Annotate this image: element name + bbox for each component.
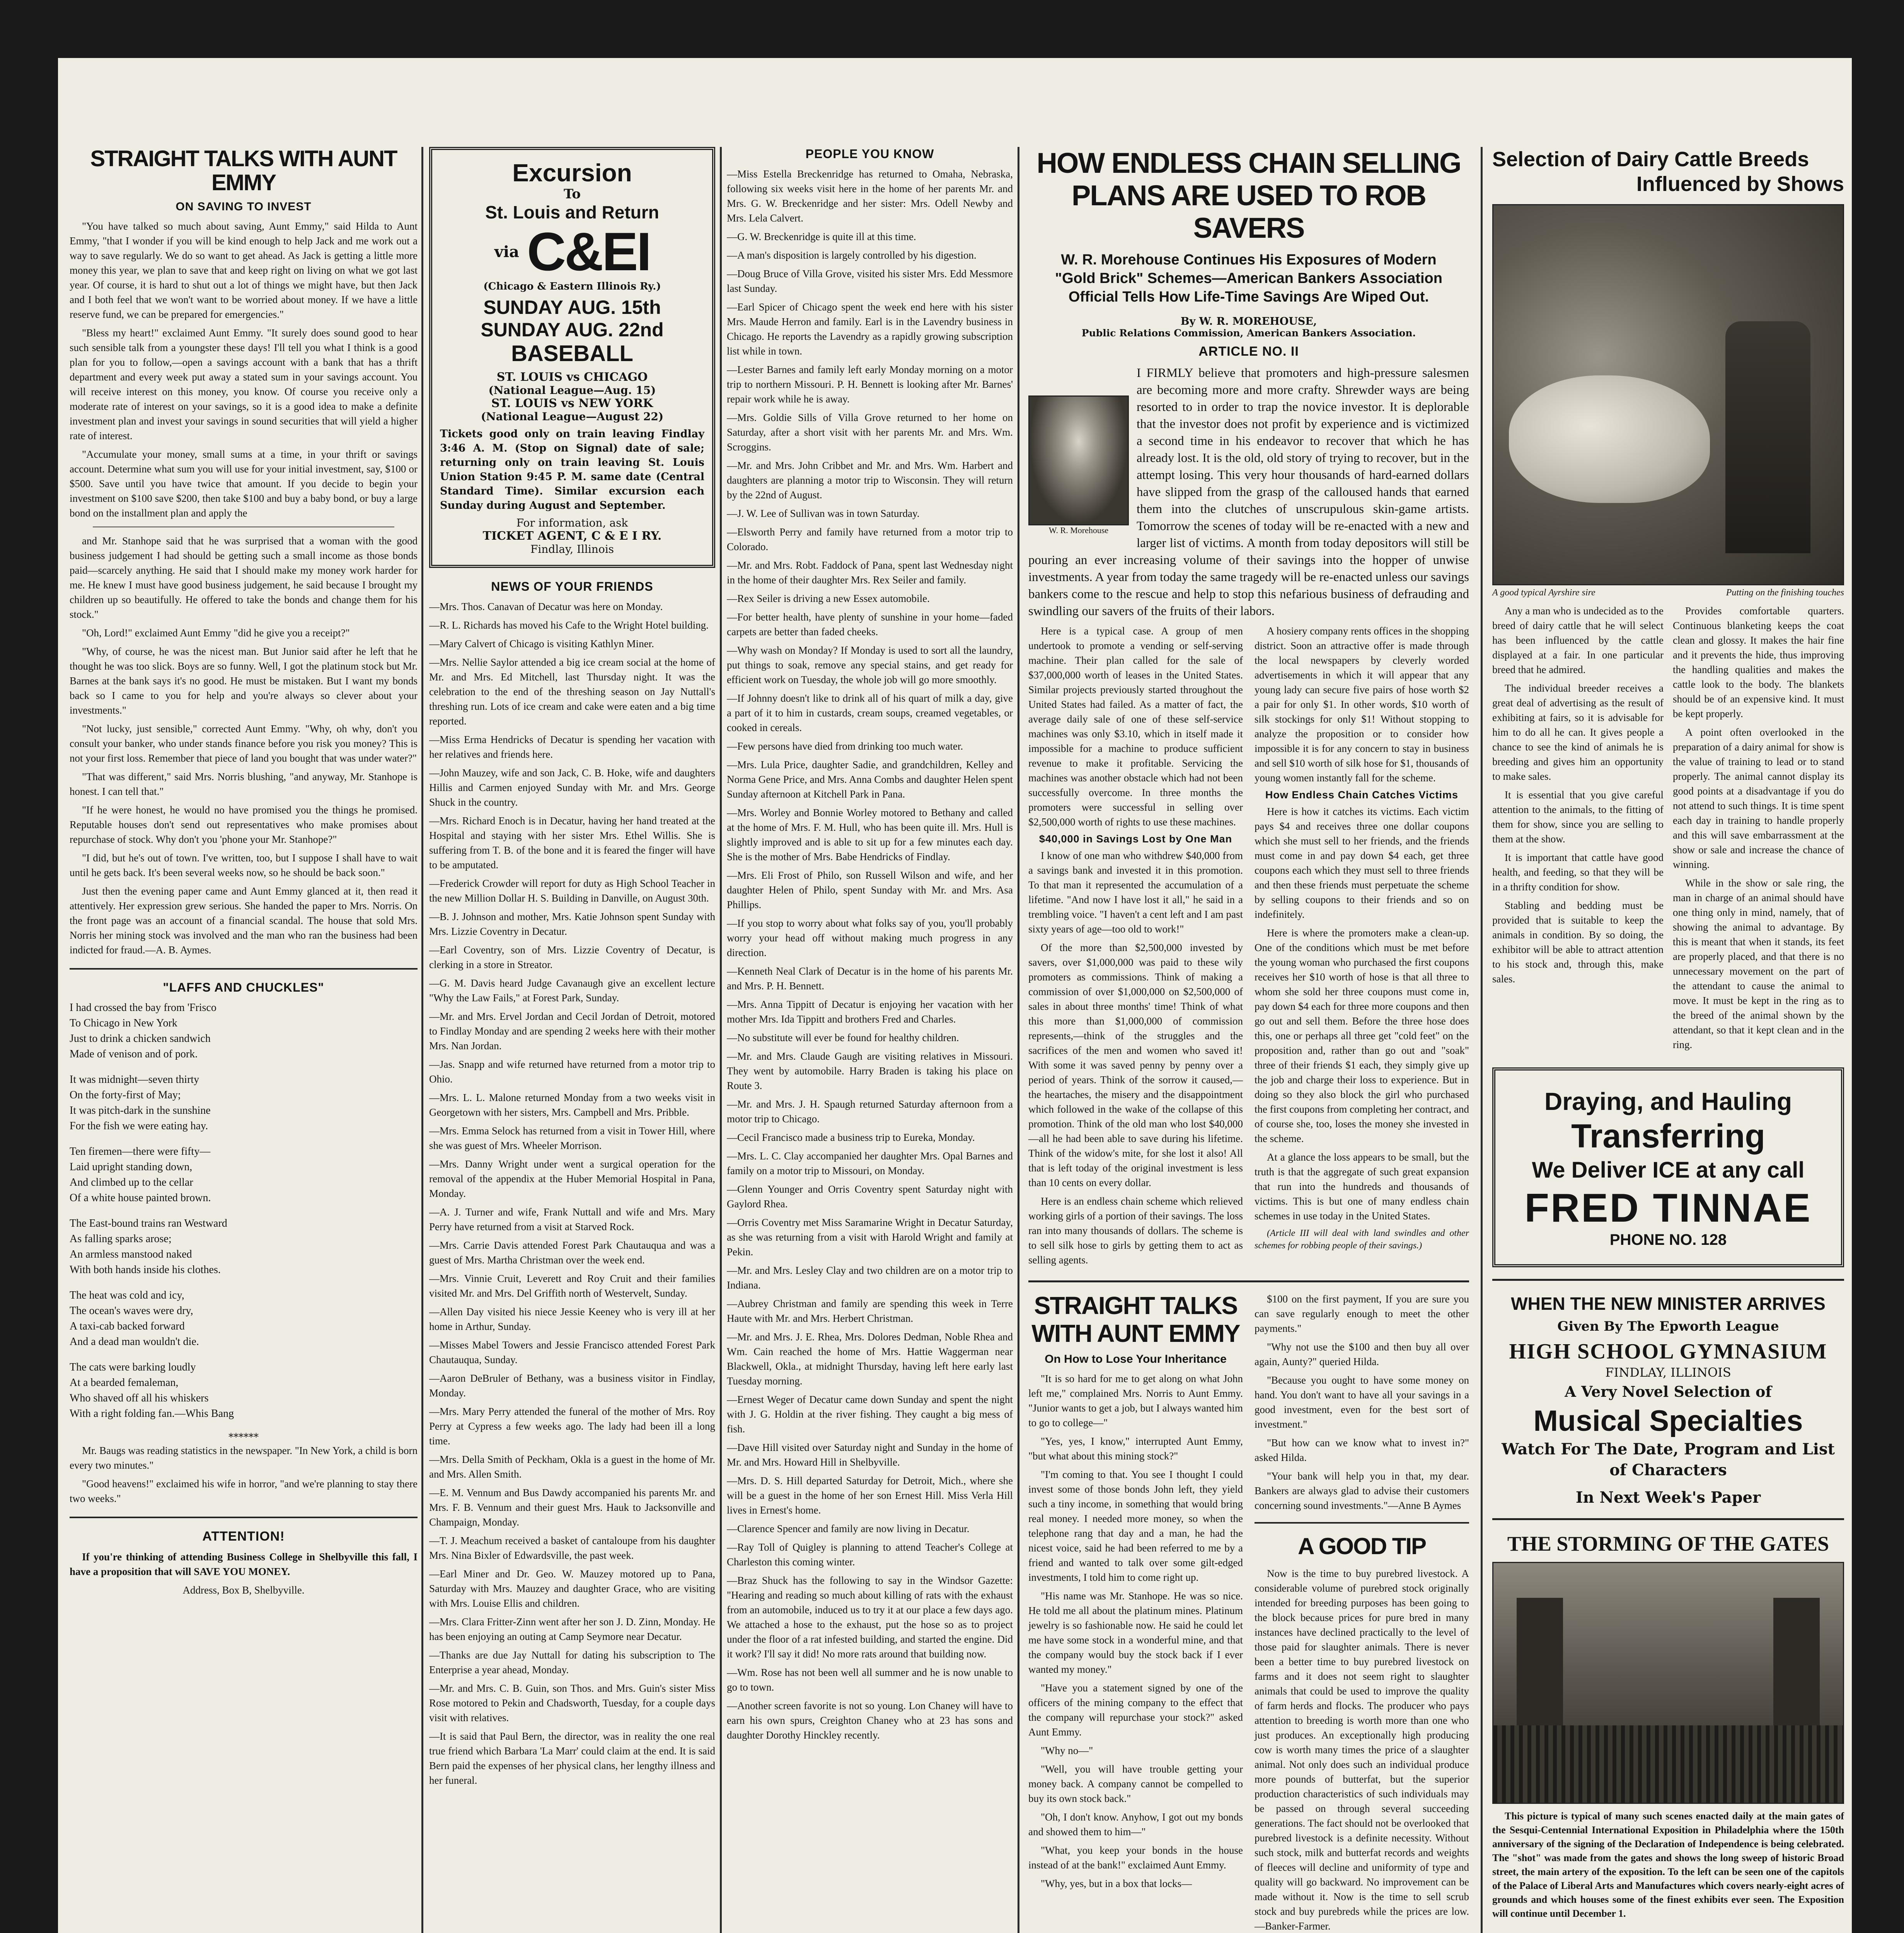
paragraph: "Your bank will help you in that, my dear. Bankers are always glad to advise their customers concerning sound investments."—Anne B Aymes (1255, 1470, 1469, 1511)
news-item: —Earl Spicer of Chicago spent the week end here with his sister Mrs. Maude Herron and family. Earl is in the Lavendry business in Chicago. He reports the Lavendry as a rapidly growing subscription list while in town. (727, 301, 1013, 357)
news-item: —Aubrey Christman and family are spending this week in Terre Haute with Mr. and Mrs. Herbert Christman. (727, 1298, 1013, 1324)
news-item: —Mrs. L. L. Malone returned Monday from a two weeks visit in Georgetown with her sisters, Mrs. Campbell and Mrs. Pribble. (429, 1092, 715, 1118)
headline-endless-chain-2: PLANS ARE USED TO ROB SAVERS (1072, 179, 1426, 244)
pillar-right (1773, 1598, 1820, 1745)
footnote: (Article III will deal with land swindles and other schemes for robbing people of their savings.) (1255, 1228, 1469, 1251)
paragraph: Provides comfortable quarters. Continuous blanketing keeps the coat clean and glossy. It makes the hair fine and it prevents the hide, thus improving the handling qualities and makes the cattle look to the body. The blankets should be of an expensive kind. It must be kept properly. (1673, 605, 1844, 719)
news-item: —Miss Erma Hendricks of Decatur is spending her vacation with her relatives and friends here. (429, 734, 715, 760)
article-number: ARTICLE NO. II (1198, 344, 1299, 359)
paragraph: "Not lucky, just sensible," corrected Aunt Emmy. "Why, oh why, don't you consult your banker, who under stands finance before you risk you money? This is not your first loss. Remember that piece of land you bought that was under water?" (70, 723, 418, 764)
column-right (1492, 147, 1844, 1924)
ad-destination: St. Louis and Return (485, 202, 659, 222)
ad-date-1: SUNDAY AUG. 15th (483, 297, 661, 318)
news-item: —Jas. Snapp and wife returned have returned from a motor trip to Ohio. (429, 1059, 715, 1085)
news-item: —If you stop to worry about what folks say of you, you'll probably worry your head off without making much progress in any direction. (727, 917, 1013, 958)
subhead-saving-to-invest: ON SAVING TO INVEST (176, 200, 312, 213)
poem-line: Laid upright standing down, (70, 1161, 193, 1173)
news-item: —Clarence Spencer and family are now living in Decatur. (727, 1523, 970, 1534)
news-item: —Wm. Rose has not been well all summer and he is now unable to go to town. (727, 1667, 1013, 1693)
news-item: —Misses Mabel Towers and Jessie Francisco attended Forest Park Chautauqua, Sunday. (429, 1339, 715, 1365)
news-item: —Allen Day visited his niece Jessie Keeney who is very ill at her home in Arthur, Sunday. (429, 1306, 715, 1332)
paragraph: Of the more than $2,500,000 invested by savers, over $1,000,000 was paid to these wily promoters as commissions. Think of making a commission of over $1,000,000 on $2,500,000 of sales in about three months' time! Think of what this more than $1,000,000 of commission represents,—think of the struggles and the sacrifices of the men and women who saved it! With some it was saved penny by penny over a period of years. Think of the sorrow it caused,—the heartaches, the misery and the disappointment which followed in the wake of the collapse of this promotion. Think of the old man who lost $40,000—all he had been able to save during his lifetime. Think of the widow's mite, for she lost it also! All that is left today of the original investment is less than 10 cents on every dollar. (1028, 942, 1243, 1188)
draying-line-1: Draying, and Hauling (1544, 1088, 1792, 1115)
paragraph: "But how can we know what to invest in?" asked Hilda. (1255, 1437, 1469, 1463)
article-lead: I FIRMLY believe that promoters and high-pressure salesmen are becoming more and more crafty. Shrewder ways are being resorted to in order to trap the novice investor. It is deplorable that the investor does not profit by experience and is victimized a second time in his endeavor to recover that which he has already lost. It is the old, old story of trying to recover, but in the attempt losing. This very hour thousands of hard-earned dollars have slipped from the grasp of the calloused hands that earned them into the clutches of unscrupulous skin-game artists. Tomorrow the scenes of today will be re-enacted with a new and larger list of victims. A month from today depositors will still be pouring an ever increasing volume of their savings into the hopper of unwise investments. A year from today the same tragedy will be re-enacted unless our savings bankers come to the rescue and help to stop this nefarious business of defrauding and swindling our savers of the fruits of their labors. (1028, 366, 1469, 618)
news-item: —Why wash on Monday? If Monday is used to sort all the laundry, put things to soak, remove any special stains, and get ready for efficient work on Tuesday, the whole job will go more smoothly. (727, 644, 1013, 685)
poem-line: Just to drink a chicken sandwich (70, 1033, 211, 1045)
paragraph: "Oh, Lord!" exclaimed Aunt Emmy "did he give you a receipt?" (82, 627, 350, 639)
news-item: —Kenneth Neal Clark of Decatur is in the home of his parents Mr. and Mrs. P. H. Bennett. (727, 965, 1013, 992)
paragraph: "Why, yes, but in a box that locks— (1041, 1878, 1192, 1889)
poem-line: The heat was cold and icy, (70, 1289, 184, 1301)
ad-info: For information, ask (516, 516, 628, 529)
news-item: —Cecil Francisco made a business trip to Eureka, Monday. (727, 1132, 975, 1143)
poem-line: And a dead man wouldn't die. (70, 1336, 199, 1348)
right-half (58, 58, 1852, 1933)
attention-address: Address, Box B, Shelbyville. (182, 1584, 305, 1596)
news-item: —G. M. Davis heard Judge Cavanaugh give an excellent lecture "Why the Law Fails," at Forest Park, Sunday. (429, 977, 715, 1004)
poem-line: Ten firemen—there were fifty— (70, 1145, 211, 1157)
news-item: —Glenn Younger and Orris Coventry spent Saturday night with Gaylord Rhea. (727, 1183, 1013, 1210)
news-item: —It is said that Paul Bern, the director, was in reality the one real true friend which Barbara 'La Marr' could claim at the end. It is said Bern paid the expenses of her physical clans, her lengthy illness and her funeral. (429, 1730, 715, 1786)
poem-line: At a bearded femaleman, (70, 1377, 179, 1389)
news-item: —Miss Estella Breckenridge has returned to Omaha, Nebraska, following six weeks visit here in the home of her parents Mr. and Mrs. G. W. Breckenridge and her sister: Mrs. Odell Newby and Mrs. Lela Calvert. (727, 168, 1013, 224)
ad-rail-full: (Chicago & Eastern Illinois Ry.) (483, 281, 661, 292)
news-item: —John Mauzey, wife and son Jack, C. B. Hoke, wife and daughters Hillis and Carmen enjoyed Sunday with Mr. and Mrs. George Shuck in the country. (429, 767, 715, 808)
paragraph: "Yes, yes, I know," interrupted Aunt Emmy, "but what about this mining stock?" (1028, 1435, 1243, 1462)
paragraph: Here is an endless chain scheme which relieved working girls of a portion of their savings. The loss ran into many thousands of dollars. The scheme is to sell silk hose to girls by getting them to act as selling agents. (1028, 1195, 1243, 1266)
paragraph: Mr. Baugs was reading statistics in the newspaper. "In New York, a child is born every two minutes." (70, 1445, 418, 1471)
ad-sport: BASEBALL (511, 341, 633, 366)
news-item: —Mrs. Goldie Sills of Villa Grove returned to her home on Saturday, after a short visit with her parents Mr. and Mrs. Wm. Scroggins. (727, 412, 1013, 453)
news-item: —Mr. and Mrs. J. E. Rhea, Mrs. Dolores Dedman, Noble Rhea and Wm. Cain reached the home of Mrs. Hattie Waggerman near Blackwell, Okla., at midnight Thursday, having left here early last Tuesday morning. (727, 1331, 1013, 1387)
news-item: —J. W. Lee of Sullivan was in town Saturday. (727, 508, 920, 519)
article-col-a (1028, 624, 1243, 1271)
paragraph: Here is how it catches its victims. Each victim pays $4 and receives three one dollar coupons which she must sell to her friends, and the friends must come in and pay down $4 each, get three coupons each which they must sell to three friends and then these friends must perpetuate the scheme by selling coupons to their friends and so on indefinitely. (1255, 806, 1469, 920)
news-item: —Dave Hill visited over Saturday night and Sunday in the home of Mr. and Mrs. Howard Hill in Shelbyville. (727, 1442, 1013, 1468)
news-item: —No substitute will ever be found for healthy children. (727, 1032, 959, 1043)
minister-given: Given By The Epworth League (1557, 1319, 1779, 1334)
poem-line: Who shaved off all his whiskers (70, 1392, 209, 1404)
poem-line: It was pitch-dark in the sunshine (70, 1105, 211, 1117)
byline-title: Public Relations Commission, American Bankers Association. (1081, 327, 1416, 339)
ad-game-2-league: (National League—August 22) (481, 410, 664, 423)
news-item: —Mrs. Danny Wright under went a surgical operation for the removal of the appendix at the Huber Memorial Hospital in Pana, Monday. (429, 1158, 715, 1199)
portrait (1028, 395, 1129, 535)
news-item: —Lester Barnes and family left early Monday morning on a motor trip to northern Missouri. P. H. Bennett is looking after Mr. Barnes' repair work while he is away. (727, 364, 1013, 405)
minister-watch: Watch For The Date, Program and List of Characters (1502, 1440, 1835, 1479)
endless-chain-article (1028, 147, 1469, 1933)
paragraph: "I'm coming to that. You see I thought I could invest some of those bonds John left, they yield such a tiny income, in something that would bring real money. I needed more money, so when the telephone rang that day and a man, he had the nicest voice, said he had been referred to me by a friend and wanted to talk over some gilt-edged investments, I told him to come right up. (1028, 1469, 1243, 1583)
dairy-headline-1: Selection of Dairy Cattle Breeds (1492, 148, 1809, 171)
paragraph: "Have you a statement signed by one of the officers of the mining company to the effect that the company will repurchase your stock?" asked Aunt Emmy. (1028, 1682, 1243, 1738)
paragraph: Now is the time to buy purebred livestock. A considerable volume of purebred stock originally intended for breeding purposes has been going to the block because prices for pure bred in many instances have declined practically to the level of those paid for slaughter animals. There is never been a better time to buy purebred livestock on farms and it does not seem right to slaughter animals that could be used to improve the quality of farm herds and flocks. The producer who pays attention to breeding is worth more than one who just produces. An exceptionally high producing cow is worth many times the price of a slaughter animal. Not only does such an individual produce more pounds of butterfat, but the superior production characteristics of such individuals may be passed on through several succeeding generations. The fact should not be overlooked that purebred livestock is a definite necessity. Without such stock, milk and butterfat records and weights of fleeces will decline and uniformity of type and quality will go backward. No improvement can be made without it. Now is the time to sell scrub stock and buy purebreds while the prices are low.—Banker-Farmer. (1255, 1568, 1469, 1932)
poem-line: With a right folding fan.—Whis Bang (70, 1408, 234, 1420)
paragraph: "What, you keep your bonds in the house instead of at the bank!" exclaimed Aunt Emmy. (1028, 1844, 1243, 1871)
poem-line: Made of venison and of pork. (70, 1048, 198, 1060)
news-item: —Braz Shuck has the following to say in the Windsor Gazette: "Hearing and reading so much about killing of rats with the exhaust from an automobile, induced us to try it at our place a few days ago. We attached a hose to the exhaust, put the hose so as to project under the floor of a rat infested building, and started the engine. Did it work? I'll say it did! No more rats around that building now. (727, 1575, 1013, 1660)
ad-title: Excursion (512, 159, 632, 187)
news-item: —Mrs. Eli Frost of Philo, son Russell Wilson and wife, and her daughter Helen of Philo, spent Sunday with Mr. and Mrs. Asa Phillips. (727, 869, 1013, 910)
paragraph: "Why, of course, he was the nicest man. But Junior said after he left that he thought he was too slick. Boys are so funny. Well, I got the platinum stock but Mr. Barnes at the bank says it's no good. He must be mistaken. But I want my bonds back so I came to you for help and you're always so clever about your investments." (70, 646, 418, 716)
dairy-headline-2: Influenced by Shows (1636, 172, 1844, 196)
byline: By W. R. MOREHOUSE, (1180, 315, 1317, 327)
news-item: —Mrs. Thos. Canavan of Decatur was here on Monday. (429, 601, 663, 612)
minister-title: WHEN THE NEW MINISTER ARRIVES (1511, 1294, 1826, 1314)
paragraph: "You have talked so much about saving, Aunt Emmy," said Hilda to Aunt Emmy, "that I wonder if you will be kind enough to help Jack and me work out a way to save regularly. We do so want to get ahead. As Jack is getting a little more money this year, we plan to save that and keep right on living on what we got last year. Of course, it is hard to shut out a lot of things we might have, but then Jack and I both feel that we won't want to be worried about money. If we have a little reserve fund, we can be prepared for emergencies." (70, 220, 418, 320)
ad-to: To (563, 186, 581, 202)
news-item: —Mrs. Vinnie Cruit, Leverett and Roy Cruit and their families visited Mr. and Mrs. Del Griffith north of Westervelt, Sunday. (429, 1273, 715, 1299)
subhead-endless-chain: How Endless Chain Catches Victims (1265, 789, 1459, 801)
portrait-caption: W. R. Morehouse (1048, 525, 1109, 535)
news-item: —Mrs. L. C. Clay accompanied her daughter Mrs. Opal Barnes and family on a motor trip to Missouri, on Monday. (727, 1150, 1013, 1176)
pillar-left (1517, 1598, 1563, 1745)
ad-game-2: ST. LOUIS vs NEW YORK (491, 397, 653, 410)
paragraph: At a glance the loss appears to be small, but the truth is that the aggregate of such great expansion that run into the hundreds and thousands of victims. This is but one of many endless chain schemes in use today in the United States. (1255, 1151, 1469, 1222)
aunt-emmy-continued (1255, 1292, 1469, 1933)
minister-venue: HIGH SCHOOL GYMNASIUM (1509, 1340, 1827, 1364)
ad-via: via (494, 242, 519, 261)
minister-town: FINDLAY, ILLINOIS (1605, 1365, 1731, 1380)
news-item: —Mr. and Mrs. Robt. Faddock of Pana, spent last Wednesday night in the home of their daughter Mrs. Rex Seiler and family. (727, 559, 1013, 586)
paragraph: "I did, but he's out of town. I've written, too, but I suppose I shall have to wait until he gets back. It's been several weeks now, so he should be back soon." (70, 852, 418, 878)
news-item: —A. J. Turner and wife, Frank Nuttall and wife and Mrs. Mary Perry have returned from a visit at Starved Rock. (429, 1206, 715, 1232)
poem-line: And climbed up to the cellar (70, 1176, 193, 1188)
news-item: —Mrs. Richard Enoch is in Decatur, having her hand treated at the Hospital and staying with her sister Mrs. Ethel Willis. She is suffering from T. B. of the bone and it is feared the finger will have to be amputated. (429, 815, 715, 871)
aunt-emmy-inheritance (1028, 1292, 1243, 1933)
news-item: —Mrs. Mary Perry attended the funeral of the mother of Mrs. Roy Perry at Cypress a few weeks ago. The lady had been ill a long time. (429, 1406, 715, 1447)
news-item: —Mrs. D. S. Hill departed Saturday for Detroit, Mich., where she will be a guest in the home of her son Ernest Hill. Miss Verla Hill lives in Ernest's home. (727, 1475, 1013, 1516)
news-item: —Frederick Crowder will report for duty as High School Teacher in the new Million Dollar H. S. Building in Danville, on August 30th. (429, 878, 715, 904)
news-item: —Ernest Weger of Decatur came down Sunday and spent the night with J. G. Holdin at the river fishing. They caught a big mess of fish. (727, 1394, 1013, 1435)
article-col-b (1255, 624, 1469, 1271)
subhead-inheritance: On How to Lose Your Inheritance (1045, 1353, 1227, 1365)
news-item: —Mrs. Worley and Bonnie Worley motored to Bethany and called at the home of Mrs. F. M. Hull, who has been quite ill. Mrs. Hull is slightly improved and is able to sit up for a few minutes each day. She is the mother of Mrs. Babe Hendricks of Findlay. (727, 807, 1013, 863)
column-rule (1481, 147, 1483, 1933)
paragraph: Here is a typical case. A group of men undertook to promote a vending or self-serving machine. Their plan called for the sale of $37,000,000 worth of leases in the United States. Similar projects previously started throughout the United States had failed. As a matter of fact, the average daily sale of one of these self-service machines was only $3.10, which in itself made it impossible for a machine to produce sufficient revenue to make it profitable. Servicing the machines was another obstacle which had not been successfully overcome. In three months the promoters were successful in selling over $2,500,000 worth of rights to use these machines. (1028, 625, 1243, 828)
news-item: —Rex Seiler is driving a new Essex automobile. (727, 593, 930, 604)
news-item: —Mrs. Della Smith of Peckham, Okla is a guest in the home of Mr. and Mrs. Allen Smith. (429, 1454, 715, 1480)
poem-line: An armless manstood naked (70, 1248, 192, 1260)
news-item: —Mr. and Mrs. J. H. Spaugh returned Saturday afternoon from a motor trip to Chicago. (727, 1098, 1013, 1125)
caption-finishing: Putting on the finishing touches (1726, 588, 1844, 598)
paragraph: "Accumulate your money, small sums at a time, in your thrift or savings account. Determine what sum you will use for your initial investment, say, $100 or $500. Save until you have twice that amount. If you decide to begin your investment on $100 save $200, then take $100 and buy a baby bond, or buy a large bond on the installment plan and apply the (70, 448, 418, 519)
poem-line: Of a white house painted brown. (70, 1192, 211, 1204)
paragraph: "His name was Mr. Stanhope. He was so nice. He told me all about the platinum mines. Platinum jewelry is so fashionable now. He said he could let me have some stock in a wonderful mine, and that the company would buy the stock back if I ever wanted my money." (1028, 1590, 1243, 1675)
paragraph: "Well, you will have trouble getting your money back. A company cannot be compelled to buy its own stock back." (1028, 1763, 1243, 1804)
news-item: —For better health, have plenty of sunshine in your home—faded carpets are better than faded cheeks. (727, 611, 1013, 638)
news-item: —If Johnny doesn't like to drink all of his quart of milk a day, give a part of it to him in custards, cream soups, creamed vegetables, or cooked in cereals. (727, 692, 1013, 733)
ad-game-1-league: (National League—Aug. 15) (488, 384, 656, 397)
news-item: —T. J. Meachum received a basket of cantaloupe from his daughter Mrs. Nina Bixler of Edwardsville, the past week. (429, 1535, 715, 1561)
news-item: —Another screen favorite is not so young. Lon Chaney will have to earn his own spurs, Creighton Chaney who at 23 has sons and daughter Dorothy Hinckley recently. (727, 1700, 1013, 1741)
paragraph: "Why no—" (1041, 1745, 1093, 1756)
minister-ad (1492, 1292, 1844, 1507)
news-item: —Mrs. Carrie Davis attended Forest Park Chautauqua and was a guest of Mrs. Martha Christman over the week end. (429, 1239, 715, 1266)
paragraph: A hosiery company rents offices in the shopping district. Soon an attractive offer is made through the local newspapers by cleverly worded advertisements in which it will appear that any young lady can secure five pairs of hose worth $2 a pair for only $1. In other words, $10 worth of silk stockings for only $1! Without stopping to analyze the proposition or to consider how impossible it is for any concern to stay in business and sell $10 worth of silk hose for $1, thousands of young women instantly fall for the scheme. (1255, 625, 1469, 784)
ad-game-1: ST. LOUIS vs CHICAGO (496, 370, 648, 384)
dairy-col-b (1673, 603, 1844, 1056)
poem-line: As falling sparks arose; (70, 1233, 172, 1245)
poem-line: The cats were barking loudly (70, 1361, 196, 1373)
paragraph: and Mr. Stanhope said that he was surprised that a woman with the good business judgement I had should be getting such a small income as those bonds paid—scarcely anything. He said that I should make my money work harder for me. He knew I must have good business judgement, he said because I brought my children up so beautifully. He offered to take the bonds and change them for his stock." (70, 535, 418, 620)
stars-divider: ****** (228, 1432, 259, 1443)
caption-ayrshire: A good typical Ayrshire sire (1492, 588, 1595, 598)
news-item: —Aaron DeBruler of Bethany, was a business visitor in Findlay, Monday. (429, 1372, 715, 1399)
paragraph: Stabling and bedding must be provided that is suitable to keep the animals in condition. By so doing, the exhibitor will be able to attract attention to his stock and, through this, make sales. (1492, 900, 1664, 985)
draying-name: FRED TINNAE (1524, 1186, 1812, 1231)
poem-line: On the forty-first of May; (70, 1089, 181, 1101)
dairy-col-a (1492, 603, 1664, 1056)
news-item: —G. W. Breckenridge is quite ill at this time. (727, 231, 916, 242)
news-item: —Few persons have died from drinking too much water. (727, 740, 963, 752)
paragraph: "Why not use the $100 and then buy all over again, Aunty?" queried Hilda. (1255, 1341, 1469, 1367)
storm-title: THE STORMING OF THE GATES (1507, 1532, 1829, 1555)
storm-photo (1492, 1562, 1844, 1804)
paragraph: "That was different," said Mrs. Norris blushing, "and anyway, Mr. Stanhope is honest. I can tell that." (70, 771, 418, 797)
cow-figure (1509, 375, 1710, 503)
subhead-savings-lost: $40,000 in Savings Lost by One Man (1039, 833, 1232, 845)
news-item: —Ray Toll of Quigley is planning to attend Teacher's College at Charleston this coming winter. (727, 1541, 1013, 1568)
minister-novel: A Very Novel Selection of (1565, 1383, 1772, 1400)
news-item: —Elsworth Perry and family have returned from a motor trip to Colorado. (727, 526, 1013, 552)
ad-railroad-logo: C&EI (527, 221, 650, 282)
attention-title: ATTENTION! (202, 1529, 285, 1544)
paragraph: It is important that cattle have good health, and feeding, so that they will be in a thrifty condition for show. (1492, 852, 1664, 893)
paragraph: "Oh, I don't know. Anyhow, I got out my bonds and showed them to him—" (1028, 1811, 1243, 1838)
paragraph: I know of one man who withdrew $40,000 from a savings bank and invested it in this promotion. To that man it represented the accumulation of a lifetime. "And now I have lost it all," he said in a trembling voice. "I haven't a cent left and I am past sixty years of age—too old to work!" (1028, 850, 1243, 935)
ad-date-2: SUNDAY AUG. 22nd (481, 319, 664, 341)
news-item: —Mrs. Emma Selock has returned from a visit in Tower Hill, where she was guest of Mrs. Wheeler Morrison. (429, 1125, 715, 1151)
paragraph: Any a man who is undecided as to the breed of dairy cattle that he will select has been influenced by the cattle displayed at a fair. In one particular breed that he admired. (1492, 605, 1664, 675)
news-item: —Mr. and Mrs. John Cribbet and Mr. and Mrs. Wm. Harbert and daughters are planning a motor trip to Wisconsin. They will return by the 22nd of August. (727, 460, 1013, 501)
news-item: —Mrs. Nellie Saylor attended a big ice cream social at the home of Mr. and Mrs. Ed Mitchell, last Thursday night. It was the celebration to the end of the threshing season on Jay Nuttall's threshing run. Lots of ice cream and cake were eaten and a big time reported. (429, 656, 715, 727)
paragraph: "Good heavens!" exclaimed his wife in horror, "and we're planning to stay there two weeks." (70, 1478, 418, 1504)
poem-line: The ocean's waves were dry, (70, 1305, 193, 1317)
news-item: —Orris Coventry met Miss Saramarine Wright in Decatur Saturday, as she was returning from a visit with Harold Wright and family at Pekin. (727, 1217, 1013, 1258)
minister-specialties: Musical Specialties (1533, 1405, 1803, 1437)
headline-endless-chain-1: HOW ENDLESS CHAIN SELLING (1036, 147, 1461, 179)
headline-straight-talks: STRAIGHT TALKS WITH AUNT EMMY (90, 147, 397, 195)
paragraph: A point often overlooked in the preparation of a dairy animal for show is the value of training to lead or to stand properly. The animal cannot display its good points at a disadvantage if you do not attend to such things. It is time spent each day in training to handle properly and this will save embarrassment at the show or sale and increase the chance of winning. (1673, 726, 1844, 870)
paragraph: $100 on the first payment, If you are sure you can save regularly enough to meet the other payments." (1255, 1293, 1469, 1334)
attention-body: If you're thinking of attending Business College in Shelbyville this fall, I have a proposition that will SAVE YOU MONEY. (70, 1551, 418, 1577)
news-item: —Earl Miner and Dr. Geo. W. Mauzey motored up to Pana, Saturday with Mrs. Mauzey and daughter Grace, who are visiting with Mrs. Louise Ellis and children. (429, 1568, 715, 1609)
news-item: —E. M. Vennum and Bus Dawdy accompanied his parents Mr. and Mrs. F. B. Vennum and their guest Mrs. Hauk to Jacksonville and Champaign, Monday. (429, 1487, 715, 1528)
poem-line: I had crossed the bay from 'Frisco (70, 1002, 216, 1014)
paragraph: Just then the evening paper came and Aunt Emmy glanced at it, then read it attentively. Her expression grew serious. She handed the paper to Mrs. Norris. On the front page was an account of a financial scandal. The house that sold Mrs. Norris her mining stock was involved and the man who ran the business had been indicted for fraud.—A. B. Aymes. (70, 885, 418, 956)
news-heading: NEWS OF YOUR FRIENDS (491, 580, 653, 593)
dairy-cattle-photo (1492, 204, 1844, 585)
paragraph: "If he were honest, he would no have promised you the things he promised. Reputable houses don't send out representatives who make promises about repurchase of stock. Why don't you 'phone your Mr. Stanhope?" (70, 804, 418, 845)
headline-straight-talks-2: STRAIGHT TALKS (1034, 1292, 1238, 1319)
poem-line: It was midnight—seven thirty (70, 1074, 199, 1086)
news-item: —Mrs. Anna Tippitt of Decatur is enjoying her vacation with her mother Mrs. Ida Tippitt and brothers Fred and Charles. (727, 999, 1013, 1025)
storm-caption: This picture is typical of many such scenes enacted daily at the main gates of the Sesqui-Centennial International Exposition in Philadelphia where the 150th anniversary of the signing of the Declaration of Independence is being celebrated. The "shot" was made from the gates and shows the long sweep of historic Broad street, the main artery of the exposition. To the left can be seen one of the capitols of the Palace of Liberal Arts and Manufactures which covers nearly-eight acres of grounds and which houses some of the finest exhibits ever seen. The Exposition will continue until December 1. (1492, 1810, 1844, 1919)
news-item: —Mary Calvert of Chicago is visiting Kathlyn Miner. (429, 638, 654, 649)
ad-agent: TICKET AGENT, C & E I RY. (482, 529, 662, 543)
draying-line-2: Transferring (1571, 1118, 1765, 1155)
news-item: —Mrs. Clara Fritter-Zinn went after her son J. D. Zinn, Monday. He has been enjoying an outing at Camp Seymore near Decatur. (429, 1616, 715, 1642)
paragraph: "It is so hard for me to get along on what John left me," complained Mrs. Norris to Aunt Emmy. "Junior wants to get a job, but I always wanted him to go to college—" (1028, 1373, 1243, 1428)
draying-line-3: We Deliver ICE at any call (1532, 1157, 1805, 1183)
paragraph: "Because you ought to have some money on hand. You don't want to have all your savings in a good investment, even for the best sort of investment." (1255, 1374, 1469, 1430)
news-item: —Mrs. Lula Price, daughter Sadie, and grandchildren, Kelley and Norma Gene Price, and Mrs. Anna Combs and daughter Helen spent Sunday afternoon at Kitchell Park in Pana. (727, 759, 1013, 800)
laffs-title: "LAFFS AND CHUCKLES" (163, 980, 324, 994)
poem-line: A taxi-cab backed forward (70, 1320, 185, 1332)
news-item: —Thanks are due Jay Nuttall for dating his subscription to The Enterprise a year ahead, Monday. (429, 1649, 715, 1676)
people-heading: PEOPLE YOU KNOW (805, 147, 934, 161)
good-tip-title: A GOOD TIP (1297, 1533, 1426, 1559)
poem-line: For the fish we were eating hay. (70, 1120, 208, 1132)
headline-aunt-emmy-2: WITH AUNT EMMY (1031, 1319, 1240, 1347)
draying-phone: PHONE NO. 128 (1609, 1231, 1727, 1248)
paragraph: Here is where the promoters make a clean-up. One of the conditions which must be met before the young woman who purchased the first coupons receives her $10 worth of hose is that all three to whom she sold her three coupons must come in, pay down $4 each for three more coupons and then go out and sell them. Before the three hose does this, one or perhaps all three get "cold feet" on the proposition and, rather than go out and "soak" three of their friends $1 each, they simply give up the job and charge their loss to experience. But in doing so they also block the girl who purchased the first coupons from completing her contract, and of course she, too, loses the money she invested in the scheme. (1255, 927, 1469, 1144)
news-item: —B. J. Johnson and mother, Mrs. Katie Johnson spent Sunday with Mrs. Lizzie Coventry in Decatur. (429, 911, 715, 937)
news-item: —Mr. and Mrs. C. B. Guin, son Thos. and Mrs. Guin's sister Miss Rose motored to Pekin and Chadsworth, Tuesday, for a couple days visit with relatives. (429, 1682, 715, 1723)
poem-line: To Chicago in New York (70, 1017, 177, 1029)
attendant-figure (1725, 321, 1810, 553)
paragraph: "Bless my heart!" exclaimed Aunt Emmy. "It surely does sound good to hear such sensible talk from a youngster these days! I'll tell you what I think is a good plan for you to follow,—open a savings account with a bank that has a thrift department and every week put away a stated sum in your savings account. You will receive interest on this money, you know. Of course you receive only a moderate rate of interest on your savings, so it is a good idea to make a definite investment plan and invest your savings in sound securities that will yield a higher rate of interest. (70, 327, 418, 441)
news-item: —A man's disposition is largely controlled by his digestion. (727, 249, 977, 261)
minister-next: In Next Week's Paper (1575, 1488, 1761, 1507)
news-item: —R. L. Richards has moved his Cafe to the Wright Hotel building. (429, 619, 709, 631)
ad-town: Findlay, Illinois (530, 543, 614, 556)
news-item: —Earl Coventry, son of Mrs. Lizzie Coventry of Decatur, is clerking in a store in Streator. (429, 944, 715, 970)
portrait-photo (1028, 395, 1129, 525)
paragraph: It is essential that you give careful attention to the animals, to the fitting of them for show, since you are selling to them at the show. (1492, 789, 1664, 845)
news-item: —Mr. and Mrs. Claude Gaugh are visiting relatives in Missouri. They went by automobile. Harry Braden is taking his place on Route 3. (727, 1050, 1013, 1091)
paragraph: While in the show or sale ring, the man in charge of an animal should have one thing only in mind, namely, that of showing the animal to advantage. By this is meant that when it stands, its feet are properly placed, and that there is no unnecessary movement on the part of the attendant to cause the animal to move. It must be kept in the ring as to the breed of the animal shown by the attendant, so that it kept clean and in the ring. (1673, 877, 1844, 1050)
poem-line: The East-bound trains ran Westward (70, 1217, 227, 1229)
poem-line: With both hands inside his clothes. (70, 1264, 221, 1276)
paragraph: The individual breeder receives a great deal of advertising as the result of exhibiting at fairs, so it is advisable for him to do all he can. It gives people a chance to see the kind of animals he is breeding and gives him an opportunity to make sales. (1492, 682, 1664, 782)
crowd (1493, 1725, 1843, 1803)
ad-details: Tickets good only on train leaving Findlay 3:46 A. M. (Stop on Signal) date of sale; returning only on train leaving St. Louis Union Station 9:45 P. M. same date (Central Standard Time). Similar excursion each Sunday during August and September. (440, 428, 704, 511)
news-item: —Mr. and Mrs. Ervel Jordan and Cecil Jordan of Detroit, motored to Findlay Monday and are spending 2 weeks here with their mother Mrs. Nan Jordan. (429, 1011, 715, 1052)
news-item: —Doug Bruce of Villa Grove, visited his sister Mrs. Edd Messmore last Sunday. (727, 268, 1013, 294)
news-item: —Mr. and Mrs. Lesley Clay and two children are on a motor trip to Indiana. (727, 1265, 1013, 1291)
draying-ad (1492, 1067, 1844, 1267)
article-deck: W. R. Morehouse Continues His Exposures of Modern "Gold Brick" Schemes—American Bankers Association Official Tells How Life-Time Savings Are Wiped Out. (1055, 252, 1442, 305)
